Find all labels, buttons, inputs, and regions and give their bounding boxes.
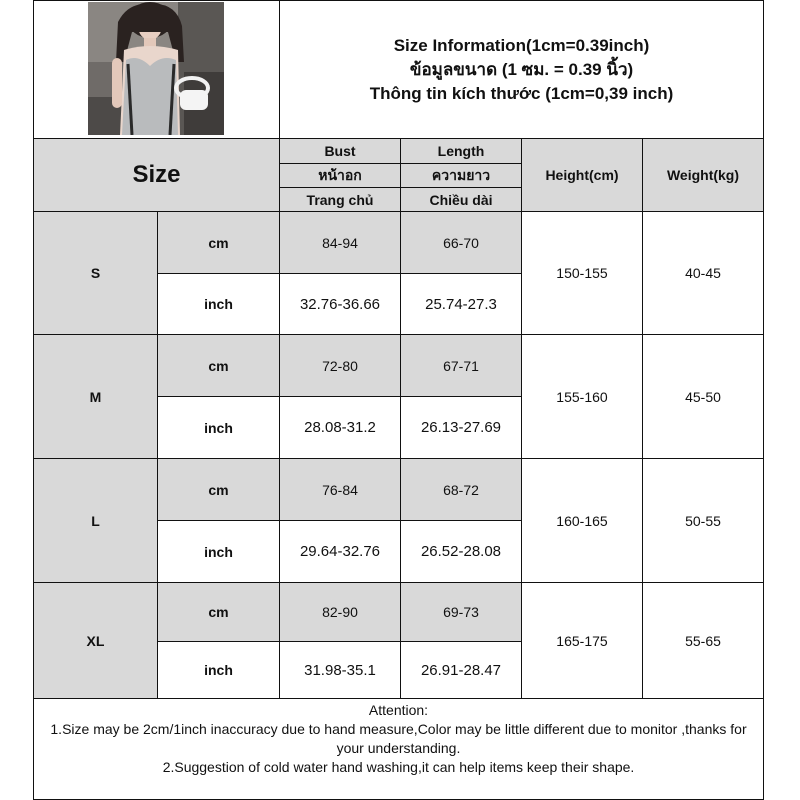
length-header-en: Length xyxy=(400,138,522,164)
length-inch-value: 26.13-27.69 xyxy=(400,396,522,459)
bust-cm-value: 76-84 xyxy=(279,458,401,521)
attention-heading: Attention: xyxy=(368,702,429,718)
weight-header: Weight(kg) xyxy=(642,138,764,212)
weight-value: 45-50 xyxy=(642,334,764,459)
bust-cm-value: 84-94 xyxy=(279,211,401,274)
unit-cm-label: cm xyxy=(157,582,280,642)
bust-inch-value: 29.64-32.76 xyxy=(279,520,401,583)
length-cm-value: 68-72 xyxy=(400,458,522,521)
bust-inch-value: 32.76-36.66 xyxy=(279,273,401,335)
title-thai: ข้อมูลขนาด (1 ซม. = 0.39 นิ้ว) xyxy=(409,59,634,79)
attention-line-1: 1.Size may be 2cm/1inch inaccuracy due to hand measure,Color may be little different due to monitor ,thanks for xyxy=(50,721,747,737)
length-inch-value: 25.74-27.3 xyxy=(400,273,522,335)
unit-inch-label: inch xyxy=(157,641,280,699)
weight-value: 40-45 xyxy=(642,211,764,335)
height-value: 150-155 xyxy=(521,211,643,335)
length-cm-value: 67-71 xyxy=(400,334,522,397)
unit-inch-label: inch xyxy=(157,396,280,459)
size-l-label: L xyxy=(33,458,158,583)
size-header: Size xyxy=(33,138,280,212)
bust-header-th: หน้าอก xyxy=(279,163,401,188)
unit-inch-label: inch xyxy=(157,273,280,335)
bust-cm-value: 72-80 xyxy=(279,334,401,397)
size-m-label: M xyxy=(33,334,158,459)
unit-inch-label: inch xyxy=(157,520,280,583)
unit-cm-label: cm xyxy=(157,334,280,397)
attention-notes xyxy=(33,698,764,800)
height-value: 155-160 xyxy=(521,334,643,459)
bust-header-vi: Trang chủ xyxy=(279,187,401,212)
size-xl-label: XL xyxy=(33,582,158,699)
height-header: Height(cm) xyxy=(521,138,643,212)
title-english: Size Information(1cm=0.39inch) xyxy=(393,35,650,55)
title-block xyxy=(279,0,764,139)
length-header-vi: Chiều dài xyxy=(400,187,522,212)
bust-inch-value: 28.08-31.2 xyxy=(279,396,401,459)
length-cm-value: 66-70 xyxy=(400,211,522,274)
attention-line-1-continued: your understanding. xyxy=(336,740,461,756)
height-value: 165-175 xyxy=(521,582,643,699)
length-cm-value: 69-73 xyxy=(400,582,522,642)
length-inch-value: 26.91-28.47 xyxy=(400,641,522,699)
attention-line-2: 2.Suggestion of cold water hand washing,it can help items keep their shape. xyxy=(162,759,635,775)
length-header-th: ความยาว xyxy=(400,163,522,188)
size-s-label: S xyxy=(33,211,158,335)
bust-cm-value: 82-90 xyxy=(279,582,401,642)
length-inch-value: 26.52-28.08 xyxy=(400,520,522,583)
weight-value: 50-55 xyxy=(642,458,764,583)
weight-value: 55-65 xyxy=(642,582,764,699)
height-value: 160-165 xyxy=(521,458,643,583)
bust-header-en: Bust xyxy=(279,138,401,164)
unit-cm-label: cm xyxy=(157,211,280,274)
title-vietnamese: Thông tin kích thước (1cm=0,39 inch) xyxy=(369,83,674,103)
product-photo xyxy=(88,2,224,135)
bust-inch-value: 31.98-35.1 xyxy=(279,641,401,699)
unit-cm-label: cm xyxy=(157,458,280,521)
